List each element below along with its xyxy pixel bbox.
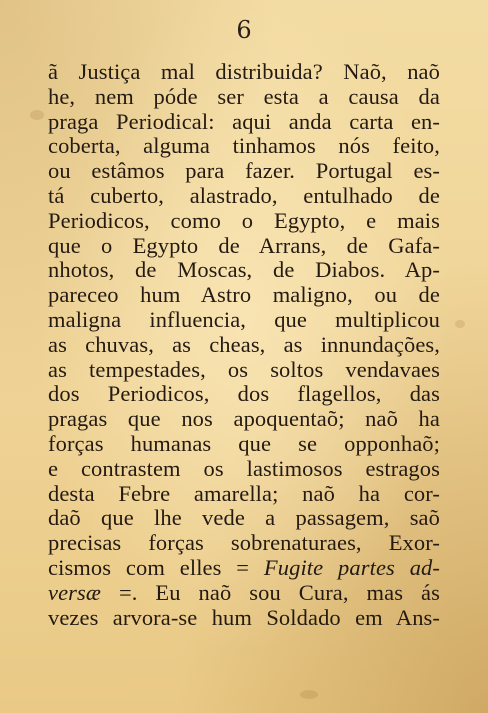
text-line: desta Febre amarella; naõ ha cor- [48,480,440,506]
text-line: as tempestades, os soltos vendavaes [48,356,440,382]
text-line: pragas que nos apoquentaõ; naõ ha [48,406,440,432]
text-line: cismos com elles = Fugite partes ad- [48,554,440,580]
text-line: Periodicos, como o Egypto, e mais [48,207,440,233]
italic-phrase: versæ [48,579,101,605]
italic-phrase: Fugite partes ad- [263,554,440,580]
text-line: praga Periodical: aqui anda carta en- [48,108,440,134]
text-line: maligna influencia, que multiplicou [48,306,440,332]
text-line: versæ =. Eu naõ sou Cura, mas ás [48,579,440,605]
text-line: dos Periodicos, dos flagellos, das [48,381,440,407]
text-line: pareceo hum Astro maligno, ou de [48,282,440,308]
text-line: precisas forças sobrenaturaes, Exor- [48,530,440,556]
text-line: vezes arvora-se hum Soldado em Ans- [48,604,440,630]
text-line: e contrastem os lastimosos estragos [48,455,440,481]
text-line: he, nem póde ser esta a causa da [48,83,440,109]
paper-stain [30,110,44,120]
text-line: tá cuberto, alastrado, entulhado de [48,182,440,208]
text-line: que o Egypto de Arrans, de Gafa- [48,232,440,258]
page-number: 6 [236,16,252,44]
text-line: ou estâmos para fazer. Portugal es- [48,158,440,184]
body-text [48,60,440,630]
text-line: daõ que lhe vede a passagem, saõ [48,505,440,531]
paper-stain [455,320,465,328]
text-line: coberta, alguma tinhamos nós feito, [48,133,440,159]
text-line: as chuvas, as cheas, as innundações, [48,331,440,357]
text-line: nhotos, de Moscas, de Diabos. Ap- [48,257,440,283]
text-line: ã Justiça mal distribuida? Naõ, naõ [48,59,440,84]
paper-stain [300,690,318,699]
text-line: forças humanas que se opponhaõ; [48,430,440,456]
